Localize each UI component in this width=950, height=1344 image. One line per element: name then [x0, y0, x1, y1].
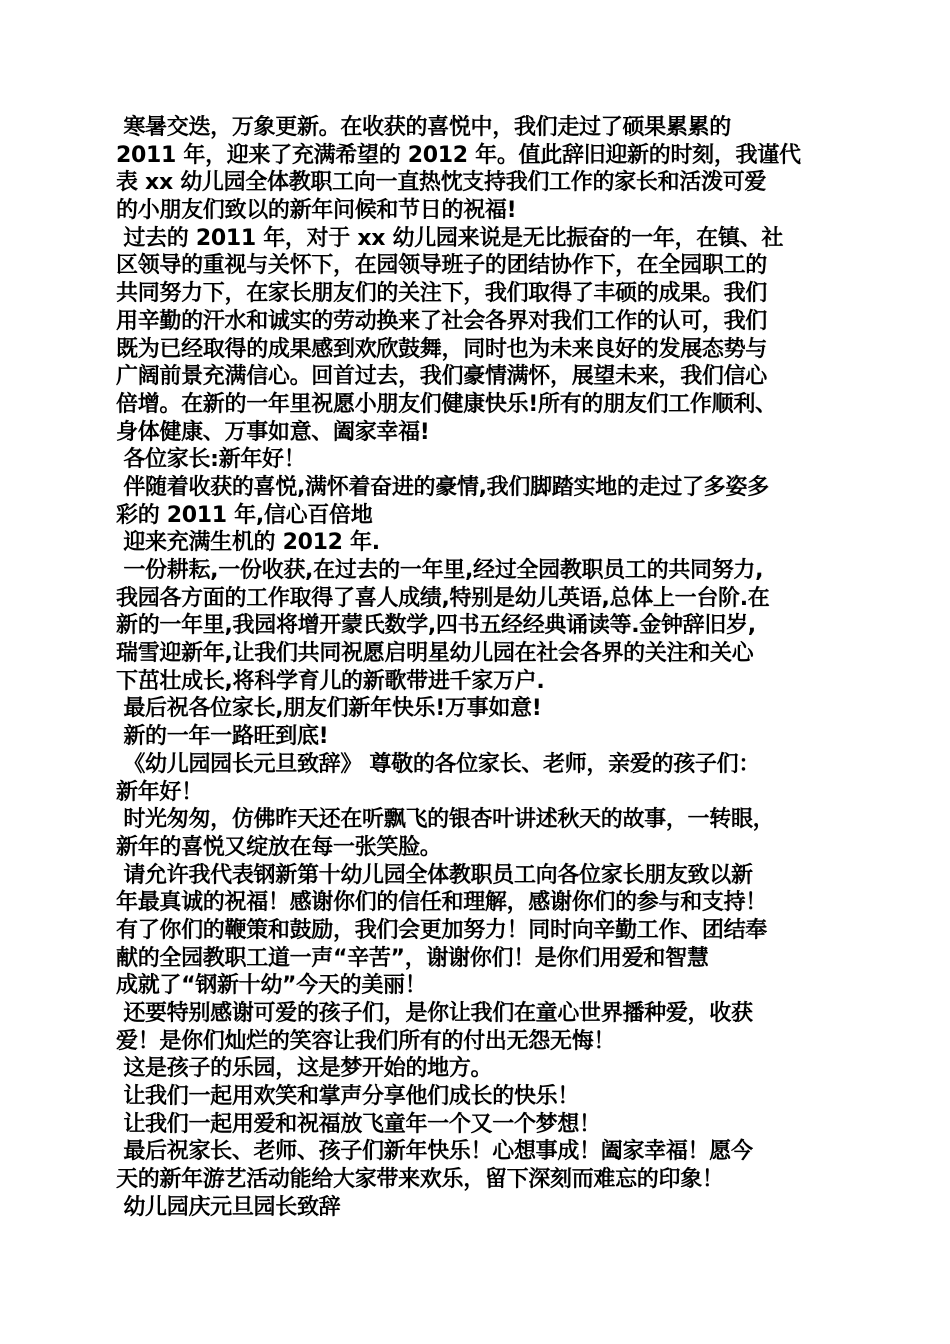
text-line: 还要特别感谢可爱的孩子们，是你让我们在童心世界播种爱，收获 [116, 1001, 753, 1026]
text-line: 幼儿园庆元旦园长致辞 [116, 1194, 341, 1220]
text-line: 寒暑交迭，万象更新。在收获的喜悦中，我们走过了硕果累累的 [116, 115, 731, 140]
text-line: 时光匆匆，仿佛昨天还在听飘飞的银杏叶讲述秋天的故事，一转眼， [116, 807, 775, 833]
text-line: 广阔前景充满信心。回首过去，我们豪情满怀，展望未来，我们信心 [116, 364, 768, 390]
document-body [116, 114, 836, 1222]
text-line: 新年的喜悦又绽放在每一张笑脸。 [116, 834, 442, 860]
text-line: 我园各方面的工作取得了喜人成绩,特别是幼儿英语,总体上一台阶.在 [116, 585, 770, 611]
text-line: 一份耕耘,一份收获,在过去的一年里,经过全园教职员工的共同努力, [116, 558, 764, 583]
text-line: 过去的 2011 年，对于 xx 幼儿园来说是无比振奋的一年，在镇、社 [116, 225, 784, 251]
text-line: 新的一年里,我园将增开蒙氏数学,四书五经经典诵读等.金钟辞旧岁, [116, 613, 756, 639]
text-line: 身体健康、万事如意、阖家幸福! [116, 419, 430, 445]
text-line: 年最真诚的祝福！感谢你们的信任和理解，感谢你们的参与和支持！ [116, 890, 768, 916]
text-line: 用辛勤的汗水和诚实的劳动换来了社会各界对我们工作的认可，我们 [116, 308, 768, 334]
text-line: 新年好！ [116, 779, 203, 805]
text-line: 最后祝各位家长,朋友们新年快乐!万事如意! [116, 696, 542, 722]
text-line: 伴随着收获的喜悦,满怀着奋进的豪情,我们脚踏实地的走过了多姿多 [116, 474, 769, 500]
text-line: 下茁壮成长,将科学育儿的新歌带进千家万户. [116, 668, 545, 694]
text-line: 成就了“钢新十幼”今天的美丽！ [116, 973, 427, 999]
text-line: 《幼儿园园长元旦致辞》 尊敬的各位家长、老师，亲爱的孩子们： [116, 751, 761, 777]
text-line: 最后祝家长、老师、孩子们新年快乐！心想事成！阖家幸福！愿今 [116, 1139, 753, 1165]
text-line: 区领导的重视与关怀下，在园领导班子的团结协作下，在全园职工的 [116, 253, 768, 279]
text-line: 既为已经取得的成果感到欢欣鼓舞，同时也为未来良好的发展态势与 [116, 336, 768, 362]
text-line: 共同努力下，在家长朋友们的关注下，我们取得了丰硕的成果。我们 [116, 281, 768, 307]
text-line: 迎来充满生机的 2012 年. [116, 530, 380, 556]
text-line: 新的一年一路旺到底! [116, 724, 329, 750]
text-line: 请允许我代表钢新第十幼儿园全体教职员工向各位家长朋友致以新 [116, 862, 753, 888]
text-line: 有了你们的鞭策和鼓励，我们会更加努力！同时向辛勤工作、团结奉 [116, 917, 768, 943]
text-line: 倍增。在新的一年里祝愿小朋友们健康快乐!所有的朋友们工作顺利、 [116, 391, 777, 417]
text-line: 的小朋友们致以的新年问候和节日的祝福! [116, 198, 517, 224]
text-line: 这是孩子的乐园，这是梦开始的地方。 [116, 1056, 493, 1082]
text-line: 彩的 2011 年,信心百倍地 [116, 502, 373, 528]
text-line: 各位家长:新年好！ [116, 447, 306, 473]
text-line: 表 xx 幼儿园全体教职工向一直热忱支持我们工作的家长和活泼可爱 [116, 170, 767, 196]
text-line: 瑞雪迎新年,让我们共同祝愿启明星幼儿园在社会各界的关注和关心 [116, 641, 754, 667]
text-line: 献的全园教职工道一声“辛苦”，谢谢你们！是你们用爱和智慧 [116, 945, 709, 971]
text-line: 2011 年，迎来了充满希望的 2012 年。值此辞旧迎新的时刻，我谨代 [116, 142, 801, 168]
text-line: 让我们一起用爱和祝福放飞童年一个又一个梦想！ [116, 1111, 601, 1137]
text-line: 天的新年游艺活动能给大家带来欢乐，留下深刻而难忘的印象！ [116, 1167, 724, 1193]
text-line: 爱！是你们灿烂的笑容让我们所有的付出无怨无悔！ [116, 1028, 616, 1054]
text-line: 让我们一起用欢笑和掌声分享他们成长的快乐！ [116, 1084, 580, 1110]
